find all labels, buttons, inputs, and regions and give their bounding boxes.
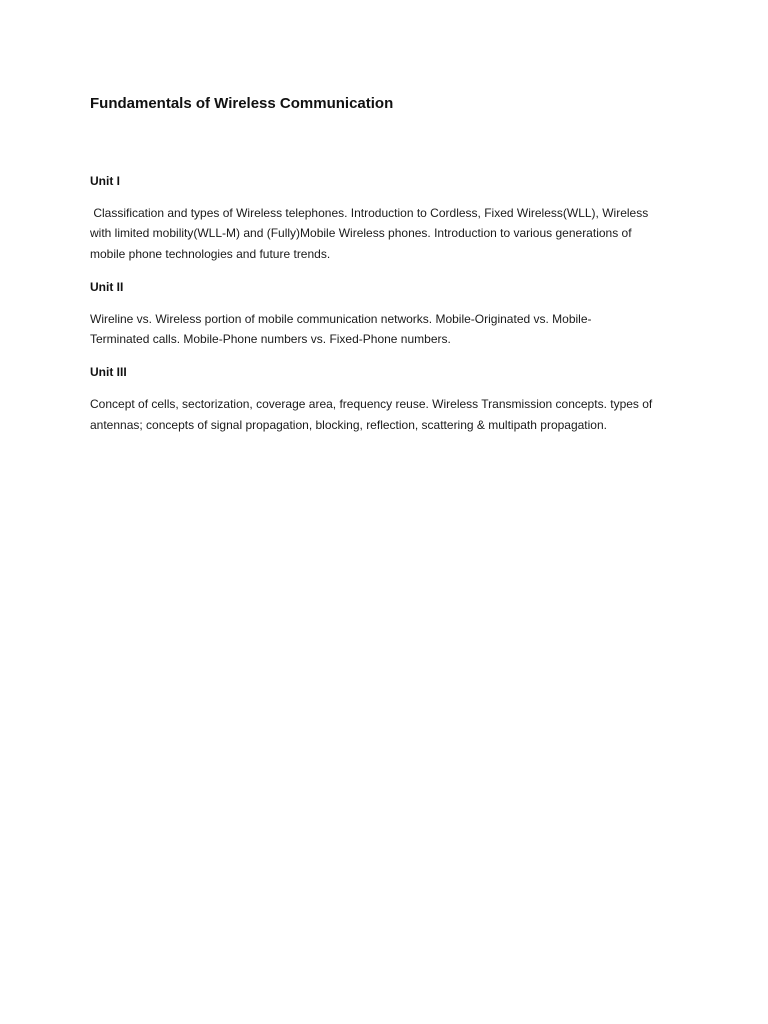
unit-2-body (90, 309, 686, 350)
unit-1-body (90, 203, 686, 264)
unit-3-line-2: antennas; concepts of signal propagation, blocking, reflection, scattering & multipath propagation. (90, 417, 607, 432)
unit-2-line-2: Terminated calls. Mobile-Phone numbers vs. Fixed-Phone numbers. (90, 332, 451, 347)
unit-3-line-1: Concept of cells, sectorization, coverage area, frequency reuse. Wireless Transmission concepts. types of (90, 397, 653, 412)
unit-1-heading: Unit I (90, 174, 120, 188)
unit-2-heading: Unit II (90, 279, 124, 294)
unit-1-line-2: with limited mobility(WLL-M) and (Fully)Mobile Wireless phones. Introduction to various generations of (90, 226, 632, 241)
unit-3-section (90, 364, 688, 435)
unit-3-heading: Unit III (90, 365, 127, 380)
document-title: Fundamentals of Wireless Communication (90, 95, 394, 112)
unit-2-section (90, 279, 688, 350)
unit-1-line-1: Classification and types of Wireless telephones. Introduction to Cordless, Fixed Wireless(WLL), Wireless (90, 206, 649, 220)
unit-2-line-1: Wireline vs. Wireless portion of mobile communication networks. Mobile-Originated vs. Mobile- (90, 311, 592, 326)
unit-3-body (90, 394, 686, 435)
unit-1-section (90, 173, 688, 264)
unit-1-line-3: mobile phone technologies and future trends. (90, 246, 331, 261)
